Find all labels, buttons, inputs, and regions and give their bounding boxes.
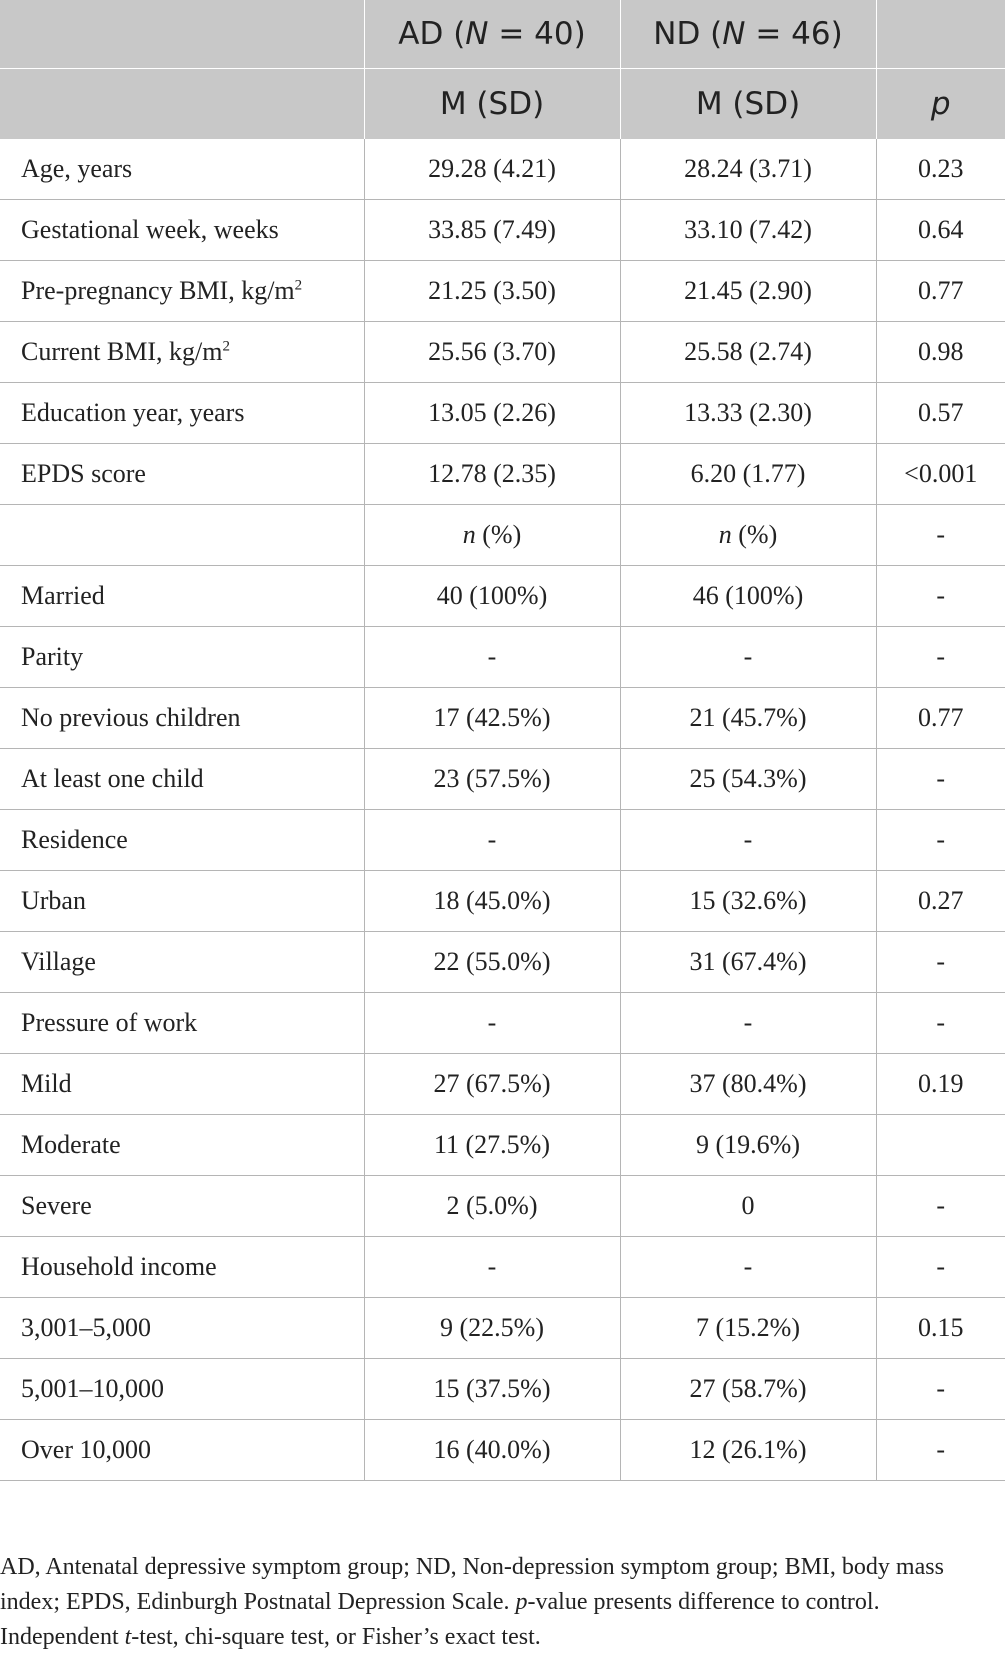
cell-p: - xyxy=(876,1176,1005,1237)
cell-ad: 11 (27.5%) xyxy=(364,1115,620,1176)
header-ad-group: AD (N = 40) xyxy=(364,0,620,69)
row-label: EPDS score xyxy=(0,444,364,505)
row-label: Age, years xyxy=(0,139,364,200)
cell-ad: 13.05 (2.26) xyxy=(364,383,620,444)
cell-nd: 27 (58.7%) xyxy=(620,1359,876,1420)
row-label: Village xyxy=(0,932,364,993)
row-label: Severe xyxy=(0,1176,364,1237)
row-label: 3,001–5,000 xyxy=(0,1298,364,1359)
cell-p: 0.98 xyxy=(876,322,1005,383)
table-body xyxy=(0,139,1005,1481)
cell-p: 0.23 xyxy=(876,139,1005,200)
cell-nd: 21.45 (2.90) xyxy=(620,261,876,322)
row-label: Married xyxy=(0,566,364,627)
cell-p: 0.19 xyxy=(876,1054,1005,1115)
row-label: Gestational week, weeks xyxy=(0,200,364,261)
cell-p: - xyxy=(876,566,1005,627)
cell-p: - xyxy=(876,932,1005,993)
cell-nd: 33.10 (7.42) xyxy=(620,200,876,261)
cell-ad: 33.85 (7.49) xyxy=(364,200,620,261)
cell-ad: n (%) xyxy=(364,505,620,566)
cell-ad: - xyxy=(364,810,620,871)
row-label: Pre-pregnancy BMI, $kg/m^2$ xyxy=(0,261,364,322)
row-label: Household income xyxy=(0,1237,364,1298)
cell-ad: - xyxy=(364,1237,620,1298)
cell-ad: 21.25 (3.50) xyxy=(364,261,620,322)
cell-ad: 15 (37.5%) xyxy=(364,1359,620,1420)
cell-nd: 15 (32.6%) xyxy=(620,871,876,932)
table-row xyxy=(0,1054,1005,1115)
cell-ad: 29.28 (4.21) xyxy=(364,139,620,200)
cell-nd: 13.33 (2.30) xyxy=(620,383,876,444)
header-empty-cell xyxy=(0,69,364,140)
table-row xyxy=(0,139,1005,200)
cell-ad: 25.56 (3.70) xyxy=(364,322,620,383)
row-label: Mild xyxy=(0,1054,364,1115)
cell-nd: 28.24 (3.71) xyxy=(620,139,876,200)
table-row xyxy=(0,688,1005,749)
cell-nd: 25 (54.3%) xyxy=(620,749,876,810)
cell-nd: n (%) xyxy=(620,505,876,566)
row-label: Pressure of work xyxy=(0,993,364,1054)
cell-p: - xyxy=(876,1359,1005,1420)
cell-ad: 27 (67.5%) xyxy=(364,1054,620,1115)
cell-ad: 22 (55.0%) xyxy=(364,932,620,993)
cell-ad: 18 (45.0%) xyxy=(364,871,620,932)
cell-nd: 9 (19.6%) xyxy=(620,1115,876,1176)
table-row xyxy=(0,200,1005,261)
cell-nd: - xyxy=(620,1237,876,1298)
table-row xyxy=(0,1420,1005,1481)
cell-ad: 17 (42.5%) xyxy=(364,688,620,749)
table-row xyxy=(0,322,1005,383)
cell-ad: 12.78 (2.35) xyxy=(364,444,620,505)
cell-p: - xyxy=(876,627,1005,688)
table-row xyxy=(0,627,1005,688)
row-label xyxy=(0,505,364,566)
header-row-stats xyxy=(0,69,1005,140)
table-row xyxy=(0,261,1005,322)
cell-p: - xyxy=(876,749,1005,810)
cell-ad: 9 (22.5%) xyxy=(364,1298,620,1359)
cell-ad: 23 (57.5%) xyxy=(364,749,620,810)
cell-nd: 12 (26.1%) xyxy=(620,1420,876,1481)
cell-p: 0.15 xyxy=(876,1298,1005,1359)
table-row xyxy=(0,932,1005,993)
cell-ad: - xyxy=(364,993,620,1054)
cell-nd: 31 (67.4%) xyxy=(620,932,876,993)
header-ad-msd: M (SD) xyxy=(364,69,620,140)
table-row xyxy=(0,1359,1005,1420)
cell-p: 0.64 xyxy=(876,200,1005,261)
table-row xyxy=(0,1176,1005,1237)
table-row xyxy=(0,383,1005,444)
cell-ad: - xyxy=(364,627,620,688)
cell-nd: 6.20 (1.77) xyxy=(620,444,876,505)
cell-nd: 0 xyxy=(620,1176,876,1237)
cell-p: - xyxy=(876,1420,1005,1481)
cell-nd: - xyxy=(620,627,876,688)
cell-nd: 37 (80.4%) xyxy=(620,1054,876,1115)
header-empty-cell xyxy=(876,0,1005,69)
row-label: At least one child xyxy=(0,749,364,810)
row-label: Parity xyxy=(0,627,364,688)
header-row-groups xyxy=(0,0,1005,69)
row-label: Education year, years xyxy=(0,383,364,444)
table-row xyxy=(0,749,1005,810)
cell-ad: 16 (40.0%) xyxy=(364,1420,620,1481)
cell-nd: 21 (45.7%) xyxy=(620,688,876,749)
table-row xyxy=(0,444,1005,505)
cell-ad: 2 (5.0%) xyxy=(364,1176,620,1237)
header-empty-cell xyxy=(0,0,364,69)
cell-p: 0.27 xyxy=(876,871,1005,932)
row-label: No previous children xyxy=(0,688,364,749)
table-row xyxy=(0,871,1005,932)
table-row xyxy=(0,1237,1005,1298)
cell-p: <0.001 xyxy=(876,444,1005,505)
row-label: Over 10,000 xyxy=(0,1420,364,1481)
cell-p: - xyxy=(876,1237,1005,1298)
cell-nd: 46 (100%) xyxy=(620,566,876,627)
cell-p: - xyxy=(876,993,1005,1054)
cell-p: - xyxy=(876,810,1005,871)
cell-nd: - xyxy=(620,993,876,1054)
cell-nd: - xyxy=(620,810,876,871)
row-label: 5,001–10,000 xyxy=(0,1359,364,1420)
table-row xyxy=(0,993,1005,1054)
cell-p: 0.57 xyxy=(876,383,1005,444)
row-label: Residence xyxy=(0,810,364,871)
row-label: Moderate xyxy=(0,1115,364,1176)
table-row xyxy=(0,810,1005,871)
cell-p: - xyxy=(876,505,1005,566)
table-row xyxy=(0,1115,1005,1176)
cell-p xyxy=(876,1115,1005,1176)
row-label: Urban xyxy=(0,871,364,932)
table-row xyxy=(0,505,1005,566)
cell-p: 0.77 xyxy=(876,688,1005,749)
table-row xyxy=(0,1298,1005,1359)
header-p: p xyxy=(876,69,1005,140)
header-nd-msd: M (SD) xyxy=(620,69,876,140)
row-label: Current BMI, $kg/m^2$ xyxy=(0,322,364,383)
table-footnote: AD, Antenatal depressive symptom group; ND, Non-depression symptom group; BMI, body mass index; EPDS, Edinburgh Postnatal Depression Scale. p-value presents difference to control. Independent t-test, chi-square test, or Fisher’s exact test. xyxy=(0,1554,944,1650)
cell-ad: 40 (100%) xyxy=(364,566,620,627)
table-header xyxy=(0,0,1005,139)
cell-nd: 25.58 (2.74) xyxy=(620,322,876,383)
header-nd-group: ND (N = 46) xyxy=(620,0,876,69)
table-row xyxy=(0,566,1005,627)
cell-nd: 7 (15.2%) xyxy=(620,1298,876,1359)
cell-p: 0.77 xyxy=(876,261,1005,322)
